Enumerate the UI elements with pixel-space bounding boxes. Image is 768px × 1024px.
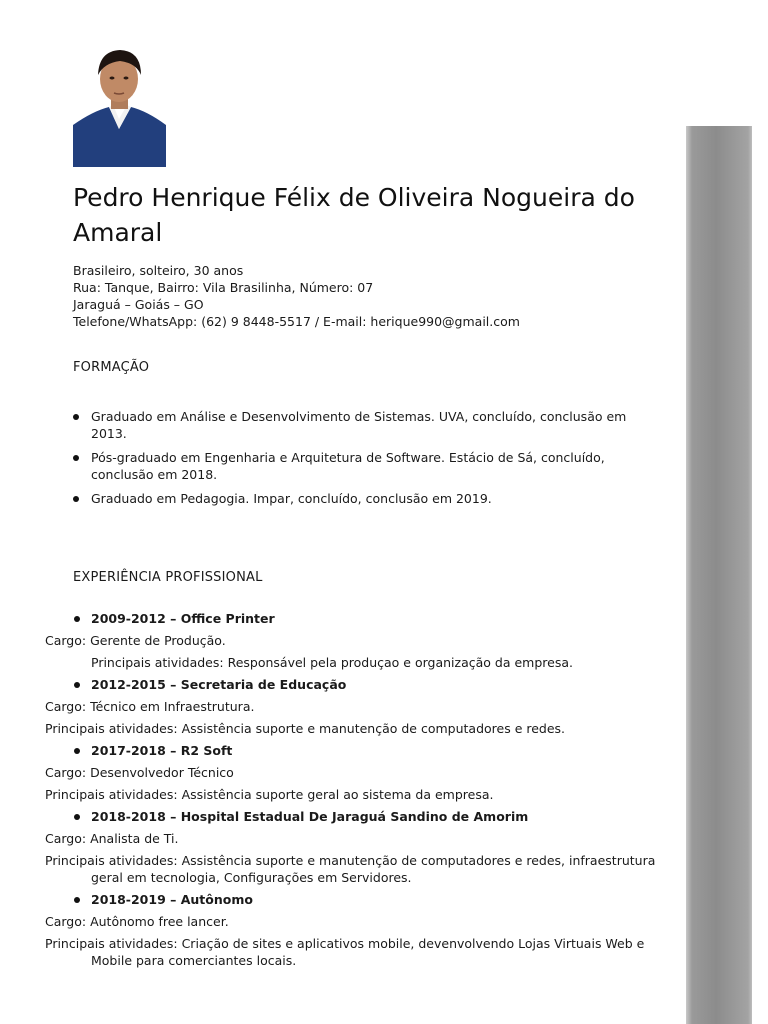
experience-list <box>45 610 665 974</box>
job-entry <box>45 891 665 969</box>
job-activities: Principais atividades: Responsável pela produçao e organização da empresa. <box>91 655 573 670</box>
education-item: Graduado em Pedagogia. Impar, concluído, conclusão em 2019. <box>73 490 633 507</box>
job-heading: 2017-2018 – R2 Soft <box>45 742 665 759</box>
job-entry <box>45 676 665 737</box>
experience-section-title: EXPERIÊNCIA PROFISSIONAL <box>73 570 263 585</box>
job-role: Cargo: Autônomo free lancer. <box>45 914 229 929</box>
job-role: Cargo: Técnico em Infraestrutura. <box>45 699 255 714</box>
profile-photo-image <box>73 45 166 167</box>
contact-info <box>73 262 673 330</box>
education-item: Graduado em Análise e Desenvolvimento de Sistemas. UVA, concluído, conclusão em 2013. <box>73 408 633 442</box>
bullet-icon <box>74 897 80 903</box>
bullet-icon <box>73 455 79 461</box>
contact-phone-email: Telefone/WhatsApp: (62) 9 8448-5517 / E-mail: herique990@gmail.com <box>73 314 520 329</box>
job-activities: Principais atividades: Assistência suporte e manutenção de computadores e redes. <box>45 721 566 736</box>
job-entry <box>45 610 665 671</box>
bullet-icon <box>73 414 79 420</box>
education-list <box>73 408 633 514</box>
job-role: Cargo: Desenvolvedor Técnico <box>45 765 234 780</box>
candidate-name: Pedro Henrique Félix de Oliveira Nogueira do Amaral <box>73 183 635 247</box>
job-role: Cargo: Gerente de Produção. <box>45 633 226 648</box>
job-heading: 2009-2012 – Office Printer <box>45 610 665 627</box>
job-entry <box>45 742 665 803</box>
contact-personal: Brasileiro, solteiro, 30 anos <box>73 263 244 278</box>
job-heading: 2018-2018 – Hospital Estadual De Jaraguá Sandino de Amorim <box>45 808 665 825</box>
bullet-icon <box>74 748 80 754</box>
job-activities: Principais atividades: Assistência suporte e manutenção de computadores e redes, infraestrutura geral em tecnologia, Configurações em Servidores. <box>45 853 656 885</box>
job-activities: Principais atividades: Criação de sites e aplicativos mobile, devenvolvendo Lojas Virtuais Web e Mobile para comerciantes locais. <box>45 936 645 968</box>
decorative-sidebar-bar <box>686 126 752 1024</box>
job-heading: 2018-2019 – Autônomo <box>45 891 665 908</box>
education-item: Pós-graduado em Engenharia e Arquitetura de Software. Estácio de Sá, concluído, conclusão em 2018. <box>73 449 633 483</box>
contact-address: Rua: Tanque, Bairro: Vila Brasilinha, Número: 07 <box>73 280 374 295</box>
profile-photo <box>73 45 166 167</box>
bullet-icon <box>74 616 80 622</box>
job-activities: Principais atividades: Assistência suporte geral ao sistema da empresa. <box>45 787 494 802</box>
bullet-icon <box>74 682 80 688</box>
contact-city: Jaraguá – Goiás – GO <box>73 297 204 312</box>
job-role: Cargo: Analista de Ti. <box>45 831 179 846</box>
job-heading: 2012-2015 – Secretaria de Educação <box>45 676 665 693</box>
education-section-title: FORMAÇÃO <box>73 360 150 375</box>
bullet-icon <box>74 814 80 820</box>
job-entry <box>45 808 665 886</box>
bullet-icon <box>73 496 79 502</box>
